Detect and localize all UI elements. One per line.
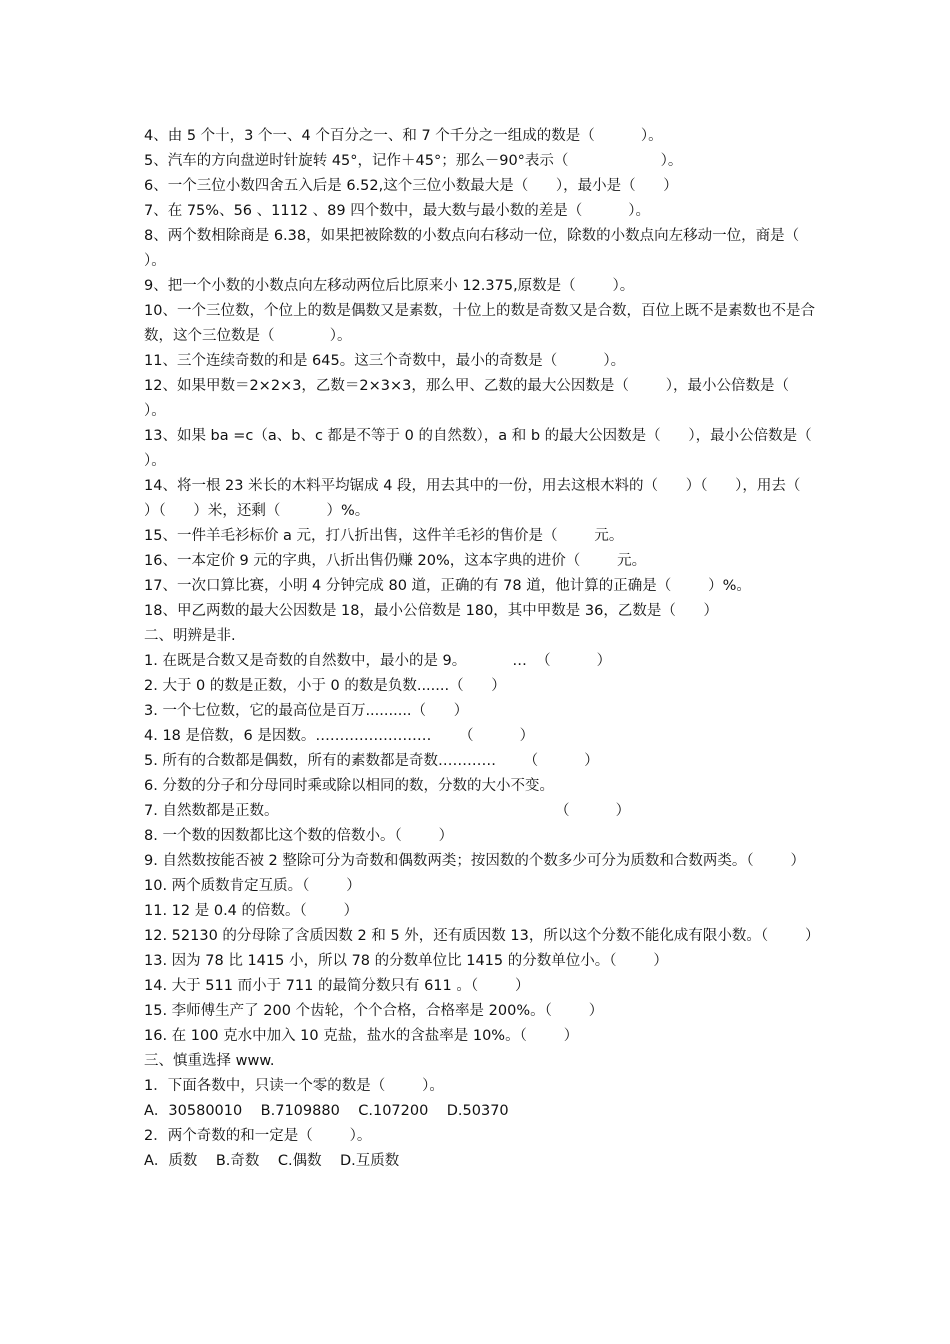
question-6: 6、一个三位小数四舍五入后是 6.52,这个三位小数最大是（ ），最小是（ ） (144, 178, 678, 194)
question-7: 7、在 75%、56 、1112 、89 四个数中，最大数与最小数的差是（ ）。 (144, 203, 651, 219)
question-16: 16、一本定价 9 元的字典，八折出售仍赚 20%，这本字典的进价（ 元。 (144, 553, 647, 569)
judge-item-2: 2. 大于 0 的数是正数，小于 0 的数是负数.......（ ） (144, 678, 506, 694)
judge-item-7: 7. 自然数都是正数。 （ ） (144, 803, 631, 819)
choice-options-1: A．30580010 B.7109880 C.107200 D.50370 (144, 1103, 509, 1119)
question-5: 5、汽车的方向盘逆时针旋转 45°，记作＋45°；那么－90°表示（ ）。 (144, 153, 683, 169)
judge-item-11: 11. 12 是 0.4 的倍数。（ ） (144, 903, 359, 919)
multiple-choice-section (144, 1049, 820, 1174)
section-heading-true-false: 二、明辨是非. (144, 628, 236, 644)
question-8: 8、两个数相除商是 6.38，如果把被除数的小数点向右移动一位，除数的小数点向左移动一位，商是（ ）。 (144, 228, 855, 269)
fill-in-blank-section (144, 124, 855, 624)
judge-item-16: 16. 在 100 克水中加入 10 克盐，盐水的含盐率是 10%。（ ） (144, 1028, 579, 1044)
judge-item-8: 8. 一个数的因数都比这个数的倍数小。（ ） (144, 828, 454, 844)
question-12: 12、如果甲数＝2×2×3，乙数＝2×3×3，那么甲、乙数的最大公因数是（ ），最小公倍数是（ ）。 (144, 378, 826, 419)
judge-item-3: 3. 一个七位数，它的最高位是百万..........（ ） (144, 703, 469, 719)
judge-item-4: 4. 18 是倍数，6 是因数。…………………… （ ） (144, 728, 535, 744)
question-17: 17、一次口算比赛，小明 4 分钟完成 80 道，正确的有 78 道，他计算的正确是（ ）%。 (144, 578, 751, 594)
question-11: 11、三个连续奇数的和是 645。这三个奇数中，最小的奇数是（ ）。 (144, 353, 626, 369)
judge-item-6: 6. 分数的分子和分母同时乘或除以相同的数，分数的大小不变。 (144, 778, 554, 794)
judge-item-13: 13. 因为 78 比 1415 小，所以 78 的分数单位比 1415 的分数单位小。（ ） (144, 953, 668, 969)
true-false-section (144, 624, 820, 1049)
choice-question-1: 1．下面各数中，只读一个零的数是（ ）。 (144, 1078, 444, 1094)
question-15: 15、一件羊毛衫标价 a 元，打八折出售，这件羊毛衫的售价是（ 元。 (144, 528, 624, 544)
question-18: 18、甲乙两数的最大公因数是 18，最小公倍数是 180，其中甲数是 36，乙数是（ ） (144, 603, 719, 619)
question-9: 9、把一个小数的小数点向左移动两位后比原来小 12.375,原数是（ ）。 (144, 278, 635, 294)
judge-item-12: 12. 52130 的分母除了含质因数 2 和 5 外，还有质因数 13，所以这个分数不能化成有限小数。（ ） (144, 928, 820, 944)
section-heading-multiple-choice: 三、慎重选择 www. (144, 1053, 275, 1069)
question-10: 10、一个三位数，个位上的数是偶数又是素数，十位上的数是奇数又是合数，百位上既不是素数也不是合数，这个三位数是（ ）。 (144, 303, 815, 344)
choice-options-2: A．质数 B.奇数 C.偶数 D.互质数 (144, 1153, 400, 1169)
question-14: 14、将一根 23 米长的木料平均锯成 4 段，用去其中的一份，用去这根木料的（ ）（ ），用去（ ）（ ）米，还剩（ ）%。 (144, 478, 829, 519)
judge-item-10: 10. 两个质数肯定互质。（ ） (144, 878, 361, 894)
question-4: 4、由 5 个十，3 个一、4 个百分之一、和 7 个千分之一组成的数是（ ）。 (144, 128, 663, 144)
judge-item-5: 5. 所有的合数都是偶数，所有的素数都是奇数………… （ ） (144, 753, 599, 769)
judge-item-15: 15. 李师傅生产了 200 个齿轮，个个合格，合格率是 200%。（ ） (144, 1003, 604, 1019)
judge-item-9: 9. 自然数按能否被 2 整除可分为奇数和偶数两类；按因数的个数多少可分为质数和合数两类。（ ） (144, 853, 806, 869)
worksheet-page (144, 124, 855, 1174)
judge-item-1: 1. 在既是合数又是奇数的自然数中，最小的是 9。 … （ ） (144, 653, 612, 669)
choice-question-2: 2．两个奇数的和一定是（ ）。 (144, 1128, 372, 1144)
question-13: 13、如果 ba =c（a、b、c 都是不等于 0 的自然数），a 和 b 的最大公因数是（ ），最小公倍数是（ ）。 (144, 428, 840, 469)
judge-item-14: 14. 大于 511 而小于 711 的最简分数只有 611 。（ ） (144, 978, 530, 994)
